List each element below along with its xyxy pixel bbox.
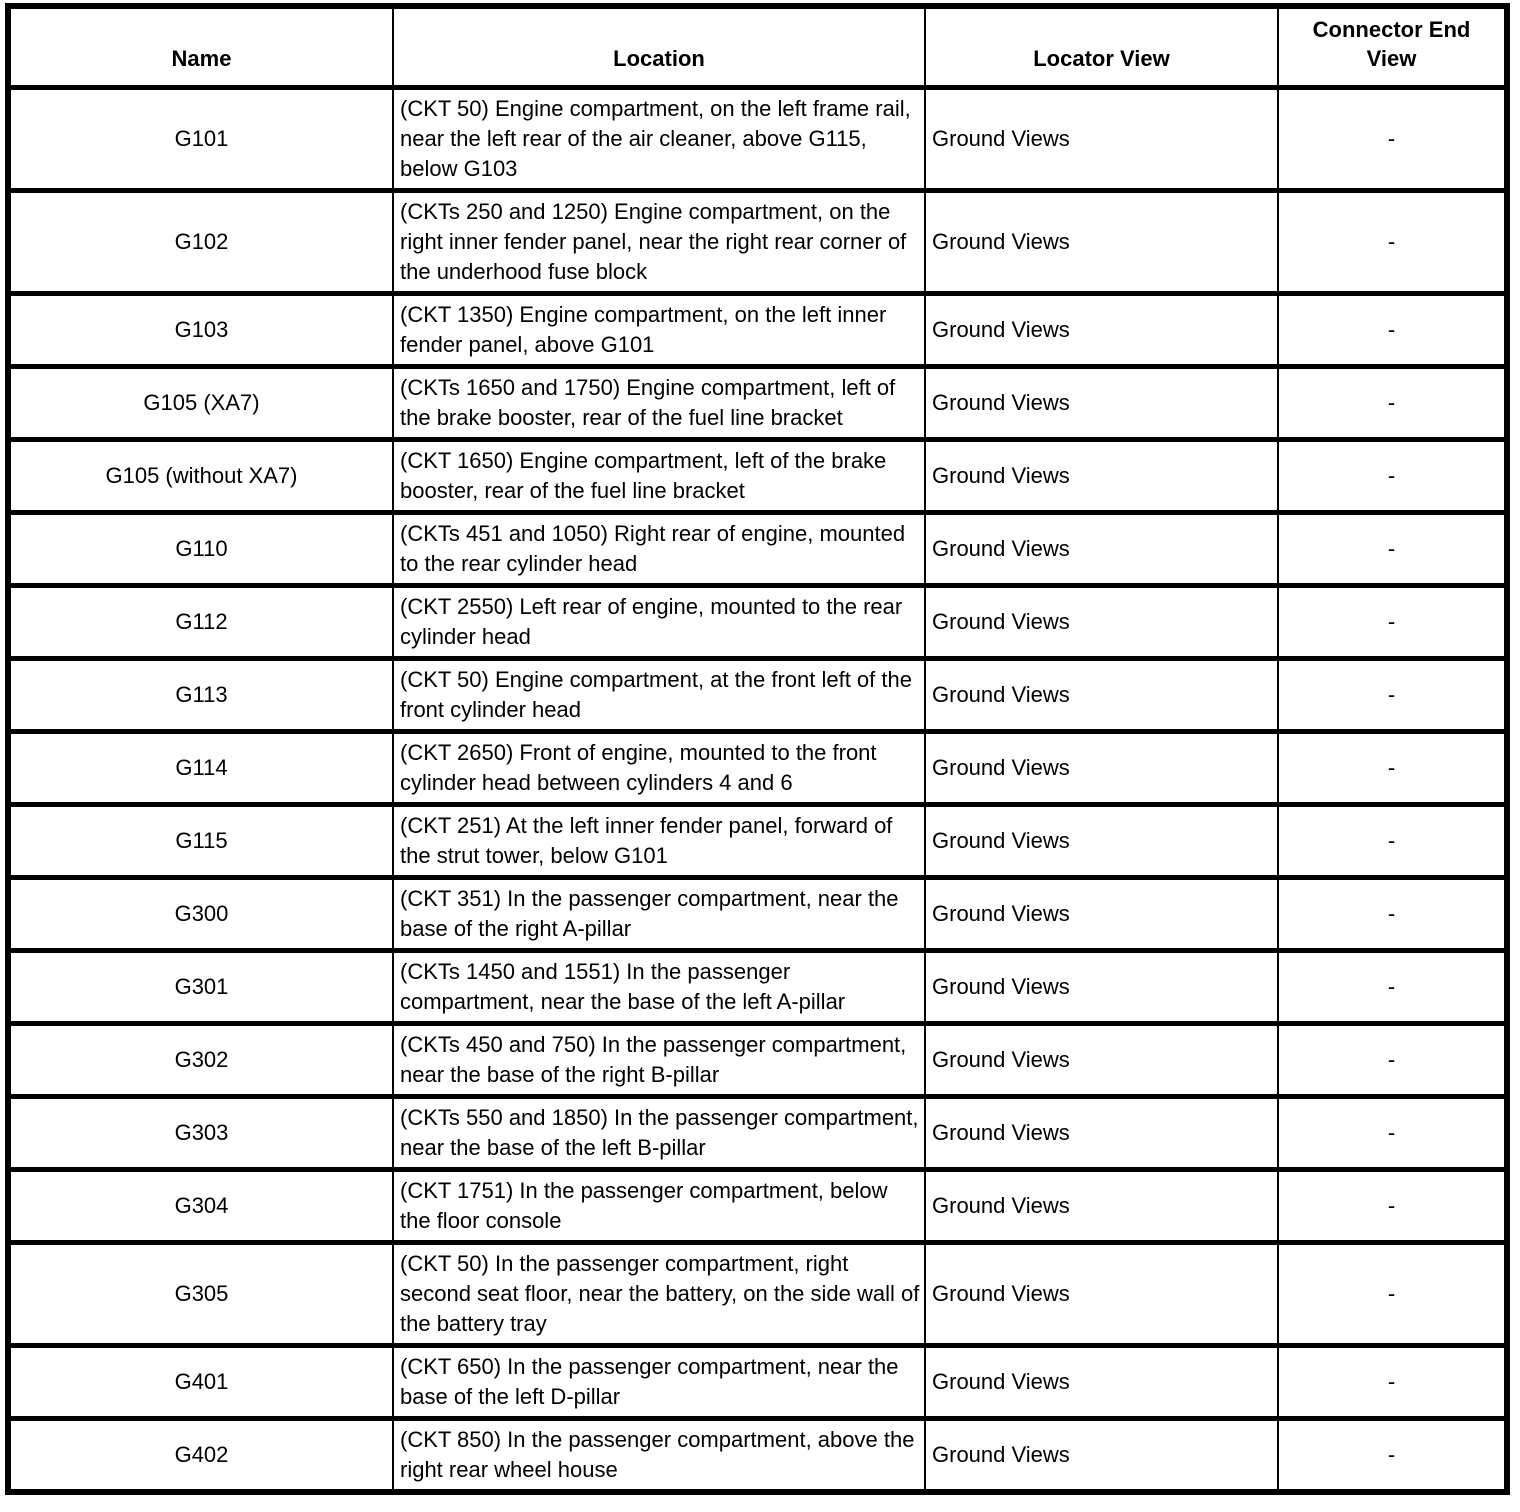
name-cell: G305	[8, 1243, 393, 1346]
connector-end-view-cell: -	[1278, 951, 1507, 1024]
locator-view-cell: Ground Views	[925, 732, 1278, 805]
locator-view-cell: Ground Views	[925, 1419, 1278, 1493]
column-header-connector-end-view: Connector End View	[1278, 6, 1507, 88]
location-cell: (CKT 251) At the left inner fender panel, forward of the strut tower, below G101	[393, 805, 925, 878]
location-cell: (CKT 850) In the passenger compartment, above the right rear wheel house	[393, 1419, 925, 1493]
locator-view-cell: Ground Views	[925, 1024, 1278, 1097]
table-row	[8, 1419, 1507, 1493]
location-cell: (CKT 650) In the passenger compartment, near the base of the left D-pillar	[393, 1346, 925, 1419]
connector-end-view-cell: -	[1278, 805, 1507, 878]
name-cell: G115	[8, 805, 393, 878]
connector-end-view-cell: -	[1278, 1419, 1507, 1493]
connector-end-view-cell: -	[1278, 513, 1507, 586]
connector-end-view-cell: -	[1278, 732, 1507, 805]
table-row	[8, 1243, 1507, 1346]
location-cell: (CKT 2650) Front of engine, mounted to the front cylinder head between cylinders 4 and 6	[393, 732, 925, 805]
locator-view-cell: Ground Views	[925, 513, 1278, 586]
locator-view-cell: Ground Views	[925, 88, 1278, 191]
connector-end-view-cell: -	[1278, 1243, 1507, 1346]
name-cell: G105 (without XA7)	[8, 440, 393, 513]
name-cell: G302	[8, 1024, 393, 1097]
locator-view-cell: Ground Views	[925, 367, 1278, 440]
locator-view-cell: Ground Views	[925, 586, 1278, 659]
locator-view-cell: Ground Views	[925, 878, 1278, 951]
location-cell: (CKT 50) In the passenger compartment, right second seat floor, near the battery, on the side wall of the battery tray	[393, 1243, 925, 1346]
locator-view-cell: Ground Views	[925, 951, 1278, 1024]
table-row	[8, 367, 1507, 440]
table-row	[8, 513, 1507, 586]
name-cell: G402	[8, 1419, 393, 1493]
column-header-location: Location	[393, 6, 925, 88]
location-cell: (CKTs 1650 and 1750) Engine compartment, left of the brake booster, rear of the fuel line bracket	[393, 367, 925, 440]
name-cell: G114	[8, 732, 393, 805]
locator-view-cell: Ground Views	[925, 805, 1278, 878]
table-row	[8, 805, 1507, 878]
locator-view-cell: Ground Views	[925, 1097, 1278, 1170]
header-row	[8, 6, 1507, 88]
name-cell: G103	[8, 294, 393, 367]
name-cell: G304	[8, 1170, 393, 1243]
connector-end-view-cell: -	[1278, 440, 1507, 513]
location-cell: (CKTs 250 and 1250) Engine compartment, on the right inner fender panel, near the right rear corner of the underhood fuse block	[393, 191, 925, 294]
table-row	[8, 191, 1507, 294]
table-row	[8, 88, 1507, 191]
name-cell: G112	[8, 586, 393, 659]
locator-view-cell: Ground Views	[925, 1170, 1278, 1243]
connector-end-view-cell: -	[1278, 191, 1507, 294]
name-cell: G105 (XA7)	[8, 367, 393, 440]
location-cell: (CKTs 450 and 750) In the passenger compartment, near the base of the right B-pillar	[393, 1024, 925, 1097]
name-cell: G102	[8, 191, 393, 294]
table-header	[8, 6, 1507, 88]
locator-view-cell: Ground Views	[925, 659, 1278, 732]
locator-view-cell: Ground Views	[925, 1243, 1278, 1346]
column-header-name: Name	[8, 6, 393, 88]
table-row	[8, 732, 1507, 805]
table-row	[8, 659, 1507, 732]
locator-view-cell: Ground Views	[925, 1346, 1278, 1419]
connector-end-view-cell: -	[1278, 878, 1507, 951]
connector-end-view-cell: -	[1278, 1097, 1507, 1170]
table-body	[8, 88, 1507, 1493]
table-row	[8, 951, 1507, 1024]
table-row	[8, 1024, 1507, 1097]
location-cell: (CKT 351) In the passenger compartment, near the base of the right A-pillar	[393, 878, 925, 951]
table-row	[8, 1097, 1507, 1170]
connector-end-view-cell: -	[1278, 294, 1507, 367]
connector-end-view-cell: -	[1278, 1170, 1507, 1243]
location-cell: (CKTs 1450 and 1551) In the passenger compartment, near the base of the left A-pillar	[393, 951, 925, 1024]
column-header-locator-view: Locator View	[925, 6, 1278, 88]
location-cell: (CKT 2550) Left rear of engine, mounted to the rear cylinder head	[393, 586, 925, 659]
locator-view-cell: Ground Views	[925, 440, 1278, 513]
name-cell: G113	[8, 659, 393, 732]
location-cell: (CKT 1751) In the passenger compartment, below the floor console	[393, 1170, 925, 1243]
table-row	[8, 878, 1507, 951]
table-row	[8, 1170, 1507, 1243]
location-cell: (CKT 1350) Engine compartment, on the left inner fender panel, above G101	[393, 294, 925, 367]
location-cell: (CKTs 451 and 1050) Right rear of engine, mounted to the rear cylinder head	[393, 513, 925, 586]
location-cell: (CKTs 550 and 1850) In the passenger compartment, near the base of the left B-pillar	[393, 1097, 925, 1170]
name-cell: G110	[8, 513, 393, 586]
connector-end-view-cell: -	[1278, 586, 1507, 659]
location-cell: (CKT 50) Engine compartment, at the front left of the front cylinder head	[393, 659, 925, 732]
name-cell: G401	[8, 1346, 393, 1419]
name-cell: G300	[8, 878, 393, 951]
table-row	[8, 1346, 1507, 1419]
ground-connector-table	[5, 3, 1510, 1495]
name-cell: G303	[8, 1097, 393, 1170]
name-cell: G301	[8, 951, 393, 1024]
connector-end-view-cell: -	[1278, 88, 1507, 191]
connector-end-view-cell: -	[1278, 367, 1507, 440]
name-cell: G101	[8, 88, 393, 191]
location-cell: (CKT 1650) Engine compartment, left of the brake booster, rear of the fuel line bracket	[393, 440, 925, 513]
table-row	[8, 440, 1507, 513]
location-cell: (CKT 50) Engine compartment, on the left frame rail, near the left rear of the air cleaner, above G115, below G103	[393, 88, 925, 191]
connector-end-view-cell: -	[1278, 1024, 1507, 1097]
locator-view-cell: Ground Views	[925, 294, 1278, 367]
table-row	[8, 294, 1507, 367]
connector-end-view-cell: -	[1278, 659, 1507, 732]
table-row	[8, 586, 1507, 659]
connector-end-view-cell: -	[1278, 1346, 1507, 1419]
locator-view-cell: Ground Views	[925, 191, 1278, 294]
